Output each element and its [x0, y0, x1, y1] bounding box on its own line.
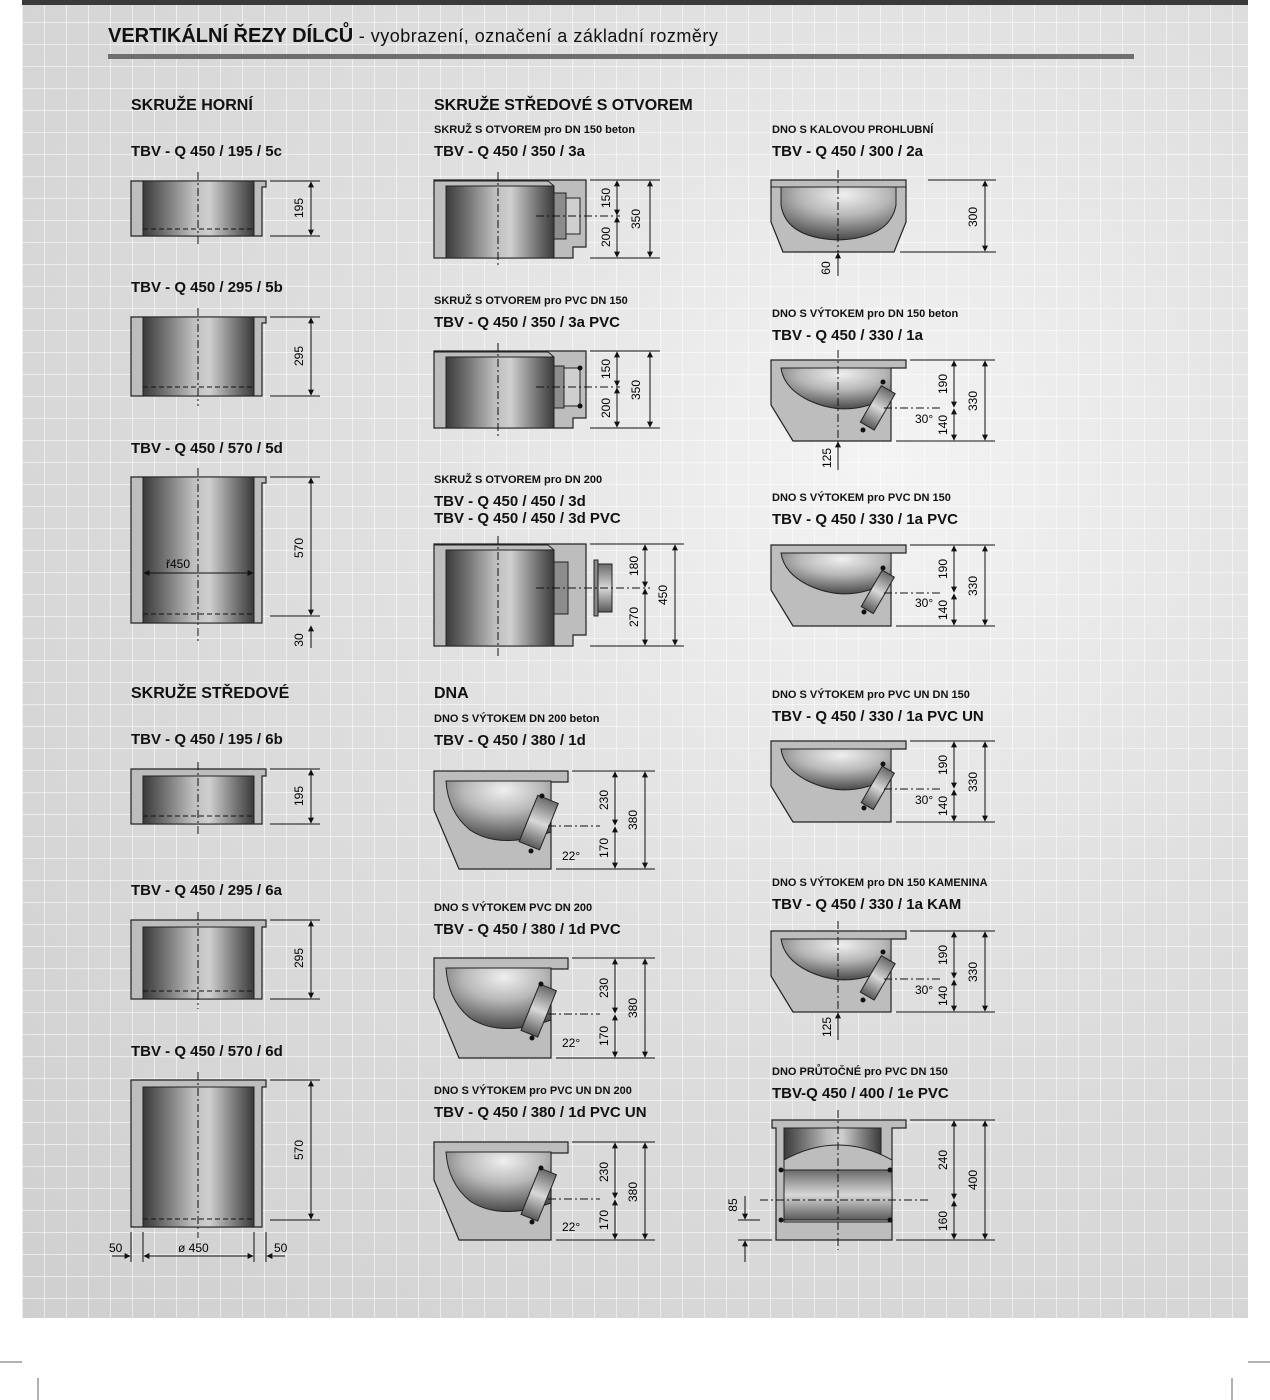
code-3d: TBV - Q 450 / 450 / 3d — [434, 493, 586, 510]
section-skruze-otvor: SKRUŽE STŘEDOVÉ S OTVOREM — [434, 97, 693, 114]
dim-3a-total: 350 — [629, 208, 643, 230]
angle-1apvc: 30° — [915, 596, 934, 610]
dim-1d-top: 230 — [597, 789, 611, 811]
dim-1e-total: 400 — [966, 1169, 980, 1191]
code-3a: TBV - Q 450 / 350 / 3a — [434, 143, 585, 160]
dim-6a-label: 295 — [292, 947, 306, 969]
ring-6d-drawing — [131, 1072, 266, 1238]
dim-3apvc — [590, 351, 660, 428]
code-3apvc: TBV - Q 450 / 350 / 3a PVC — [434, 314, 620, 331]
dim-1akam-total: 330 — [966, 961, 980, 983]
code-6b: TBV - Q 450 / 195 / 6b — [131, 731, 283, 748]
dim-6d-label: 570 — [292, 1139, 306, 1161]
dim-1aun-total: 330 — [966, 771, 980, 793]
dim-5d-label-2: 30 — [292, 633, 306, 647]
dim-1e-bot: 160 — [936, 1210, 950, 1232]
sub-1e: DNO PRŮTOČNÉ pro PVC DN 150 — [772, 1066, 948, 1078]
code-3d-pvc: TBV - Q 450 / 450 / 3d PVC — [434, 510, 621, 527]
code-6a: TBV - Q 450 / 295 / 6a — [131, 882, 282, 899]
dim-1d-bot: 170 — [597, 837, 611, 859]
dim-1dpvc-bot: 170 — [597, 1025, 611, 1047]
code-1a: TBV - Q 450 / 330 / 1a — [772, 327, 923, 344]
base-1aun-drawing — [771, 741, 940, 822]
base-1apvc-drawing — [771, 545, 940, 626]
dim-1apvc-top: 190 — [936, 558, 950, 580]
dim-6a — [270, 920, 320, 999]
section-dna: DNA — [434, 685, 469, 702]
title-main: VERTIKÁLNÍ ŘEZY DÍLCŮ — [108, 25, 354, 47]
dim-3apvc-top: 150 — [599, 358, 613, 380]
title-subtitle: - vyobrazení, označení a základní rozměry — [353, 26, 719, 46]
diam-6d-label: ø 450 — [178, 1241, 209, 1255]
code-5c: TBV - Q 450 / 195 / 5c — [131, 143, 282, 160]
dim-5c — [270, 181, 320, 236]
dim-5c-label: 195 — [292, 197, 306, 219]
sub-1apvc: DNO S VÝTOKEM pro PVC DN 150 — [772, 492, 951, 504]
ring-5b-drawing — [131, 308, 266, 406]
dim-1apvc-bot: 140 — [936, 599, 950, 621]
code-1dun: TBV - Q 450 / 380 / 1d PVC UN — [434, 1104, 647, 1121]
sub-1akam: DNO S VÝTOKEM pro DN 150 KAMENINA — [772, 877, 988, 889]
dim-1a-total: 330 — [966, 390, 980, 412]
dim-1a-base: 125 — [820, 447, 834, 469]
dim-5b-label: 295 — [292, 345, 306, 367]
dim-3a — [590, 180, 660, 258]
base-1d-drawing — [434, 771, 600, 869]
dim-1apvc-total: 330 — [966, 575, 980, 597]
dim-2a-total: 300 — [966, 206, 980, 228]
section-skruze-horni: SKRUŽE HORNÍ — [131, 97, 253, 114]
angle-1aun: 30° — [915, 793, 934, 807]
dim-1aun-bot: 140 — [936, 795, 950, 817]
angle-1d: 22° — [562, 849, 581, 863]
dim-1dpvc-total: 380 — [626, 997, 640, 1019]
dim-6b — [270, 769, 320, 824]
ring-6b-drawing — [131, 762, 266, 834]
dim-1akam-bot: 140 — [936, 985, 950, 1007]
dim-3a-top: 150 — [599, 187, 613, 209]
dim-5b — [270, 317, 320, 396]
dim-3d-total: 450 — [656, 584, 670, 606]
angle-1a: 30° — [915, 412, 934, 426]
dim-1e-top: 240 — [936, 1149, 950, 1171]
sub-2a: DNO S KALOVOU PROHLUBNÍ — [772, 124, 934, 136]
base-1akam-drawing — [771, 921, 940, 1020]
dim-1dun-top: 230 — [597, 1161, 611, 1183]
crop-marks — [0, 1362, 1270, 1400]
code-5b: TBV - Q 450 / 295 / 5b — [131, 279, 283, 296]
dim-1a-bot: 140 — [936, 414, 950, 436]
angle-1dpvc: 22° — [562, 1036, 581, 1050]
dim-1akam-top: 190 — [936, 944, 950, 966]
sub-3d: SKRUŽ S OTVOREM pro DN 200 — [434, 474, 603, 486]
sub-1dpvc: DNO S VÝTOKEM PVC DN 200 — [434, 902, 593, 914]
dim-1dun-total: 380 — [626, 1181, 640, 1203]
dim-1aun — [896, 741, 995, 822]
base-1a-drawing — [771, 350, 940, 450]
code-2a: TBV - Q 450 / 300 / 2a — [772, 143, 923, 160]
dim-1akam-base: 125 — [820, 1016, 834, 1038]
wall-right-label: 50 — [274, 1241, 288, 1255]
dim-5d — [270, 477, 320, 648]
dim-3apvc-total: 350 — [629, 379, 643, 401]
angle-1akam: 30° — [915, 983, 934, 997]
dim-1e-side: 85 — [726, 1198, 740, 1212]
ring-3d-drawing — [434, 536, 650, 656]
ring-6a-drawing — [131, 912, 266, 1009]
code-1e: TBV-Q 450 / 400 / 1e PVC — [772, 1085, 949, 1102]
ring-5c-drawing — [131, 172, 266, 246]
code-1aun: TBV - Q 450 / 330 / 1a PVC UN — [772, 708, 984, 725]
sub-1a: DNO S VÝTOKEM pro DN 150 beton — [772, 308, 959, 320]
dim-6b-label: 195 — [292, 785, 306, 807]
section-skruze-stredove: SKRUŽE STŘEDOVÉ — [131, 685, 290, 702]
dim-1dpvc-top: 230 — [597, 977, 611, 999]
base-1dpvc-drawing — [434, 958, 600, 1058]
sub-3a: SKRUŽ S OTVOREM pro DN 150 beton — [434, 124, 636, 136]
dim-3a-bot: 200 — [599, 226, 613, 248]
dim-1d-total: 380 — [626, 809, 640, 831]
diam-5d-label: ř450 — [166, 557, 191, 571]
code-1d: TBV - Q 450 / 380 / 1d — [434, 732, 586, 749]
base-2a-drawing — [771, 170, 906, 262]
dim-3apvc-bot: 200 — [599, 397, 613, 419]
dim-1apvc — [896, 545, 995, 626]
ring-5d-drawing — [131, 468, 266, 644]
dim-3d-bot: 270 — [627, 606, 641, 628]
sub-1dun: DNO S VÝTOKEM pro PVC UN DN 200 — [434, 1085, 632, 1097]
dim-3d-top: 180 — [627, 555, 641, 577]
sub-1d: DNO S VÝTOKEM DN 200 beton — [434, 713, 600, 725]
wall-left-label: 50 — [109, 1241, 123, 1255]
sub-1aun: DNO S VÝTOKEM pro PVC UN DN 150 — [772, 689, 970, 701]
sub-3apvc: SKRUŽ S OTVOREM pro PVC DN 150 — [434, 295, 628, 307]
code-5d: TBV - Q 450 / 570 / 5d — [131, 440, 283, 457]
dim-5d-label: 570 — [292, 537, 306, 559]
code-1apvc: TBV - Q 450 / 330 / 1a PVC — [772, 511, 958, 528]
dim-1a-top: 190 — [936, 373, 950, 395]
dim-1dun-bot: 170 — [597, 1209, 611, 1231]
ring-3apvc-drawing — [434, 343, 620, 438]
dim-2a-bot: 60 — [819, 261, 833, 275]
dim-1aun-top: 190 — [936, 754, 950, 776]
code-6d: TBV - Q 450 / 570 / 6d — [131, 1043, 283, 1060]
ring-3a-drawing — [434, 172, 620, 268]
angle-1dun: 22° — [562, 1220, 581, 1234]
code-1dpvc: TBV - Q 450 / 380 / 1d PVC — [434, 921, 621, 938]
code-1akam: TBV - Q 450 / 330 / 1a KAM — [772, 896, 962, 913]
base-1dun-drawing — [434, 1142, 600, 1240]
base-1e-drawing — [760, 1110, 930, 1250]
